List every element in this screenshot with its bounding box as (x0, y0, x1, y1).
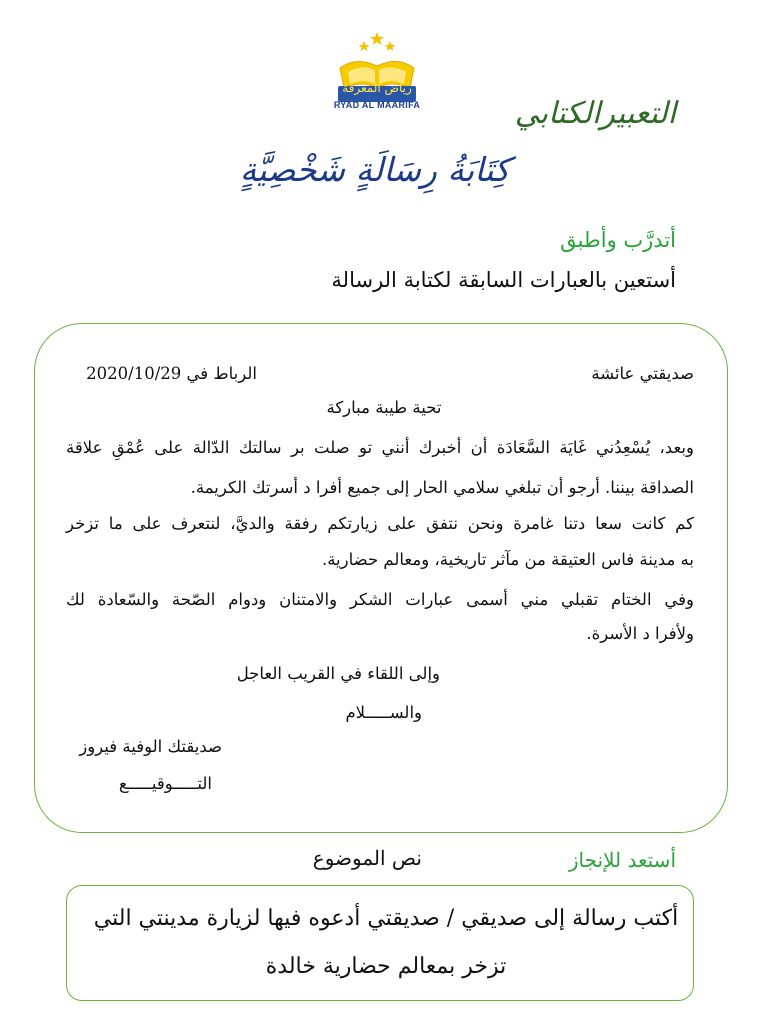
letter-signature: التـــــوقيـــــع (118, 774, 212, 793)
letter-closing-salam: والســـــلام (345, 703, 422, 722)
letter-signoff: صديقتك الوفية فيروز (79, 737, 222, 756)
lesson-title: كِتَابَةُ رِسَالَةٍ شَخْصِيَّةٍ (239, 150, 510, 189)
letter-closing: وإلى اللقاء في القريب العاجل (236, 664, 440, 683)
letter-paragraph-line: الصداقة بيننا. أرجو أن تبلغي سلامي الحار إلى جميع أفرا د أسرتك الكريمة. (190, 478, 694, 497)
letter-paragraph-line: وفي الختام تقبلي مني أسمى عبارات الشكر والامتنان ودوام الصّحة والسّعادة لك (66, 590, 694, 609)
letter-paragraph-line: وبعد، يُسْعِدُني غَايَة السَّعَادَة أن أخبرك أنني تو صلت بر سالتك الدّالة على عُمْقِ علاقة (66, 438, 694, 457)
letter-paragraph-line: به مدينة فاس العتيقة من مآثر تاريخية، ومعالم حضارية. (321, 550, 694, 569)
star-icon (385, 41, 396, 51)
letter-place-date: الرباط في 2020/10/29 (86, 364, 257, 383)
practice-instruction: أستعين بالعبارات السابقة لكتابة الرسالة (331, 268, 676, 292)
letter-paragraph-line: ولأفرا د الأسرة. (586, 624, 694, 643)
task-text-line: أكتب رسالة إلى صديقي / صديقتي أدعوه فيها لزيارة مدينتي التي (93, 906, 679, 931)
letter-greeting: صديقتي عائشة (591, 364, 694, 383)
topic-heading: نص الموضوع (312, 846, 422, 870)
letter-paragraph-line: كم كانت سعا دتنا غامرة ونحن نتفق على زيارتكم رفقة والديَّ، لنتعرف على ما تزخر (66, 514, 694, 533)
logo-arabic-wordmark: رياض المعرفة (342, 81, 412, 95)
practice-heading: أتدرَّب وأطبق (560, 228, 676, 252)
letter-salutation: تحية طيبة مباركة (326, 398, 442, 417)
star-icon (370, 32, 384, 45)
task-text-line: تزخر بمعالم حضارية خالدة (265, 954, 507, 979)
logo-wordmark: RYAD AL MAARIFA (333, 100, 421, 110)
section-title: التعبيرالكتابي (514, 96, 676, 131)
star-icon (359, 41, 370, 51)
task-frame (66, 885, 694, 1001)
prepare-heading: أستعد للإنجاز (568, 848, 676, 872)
